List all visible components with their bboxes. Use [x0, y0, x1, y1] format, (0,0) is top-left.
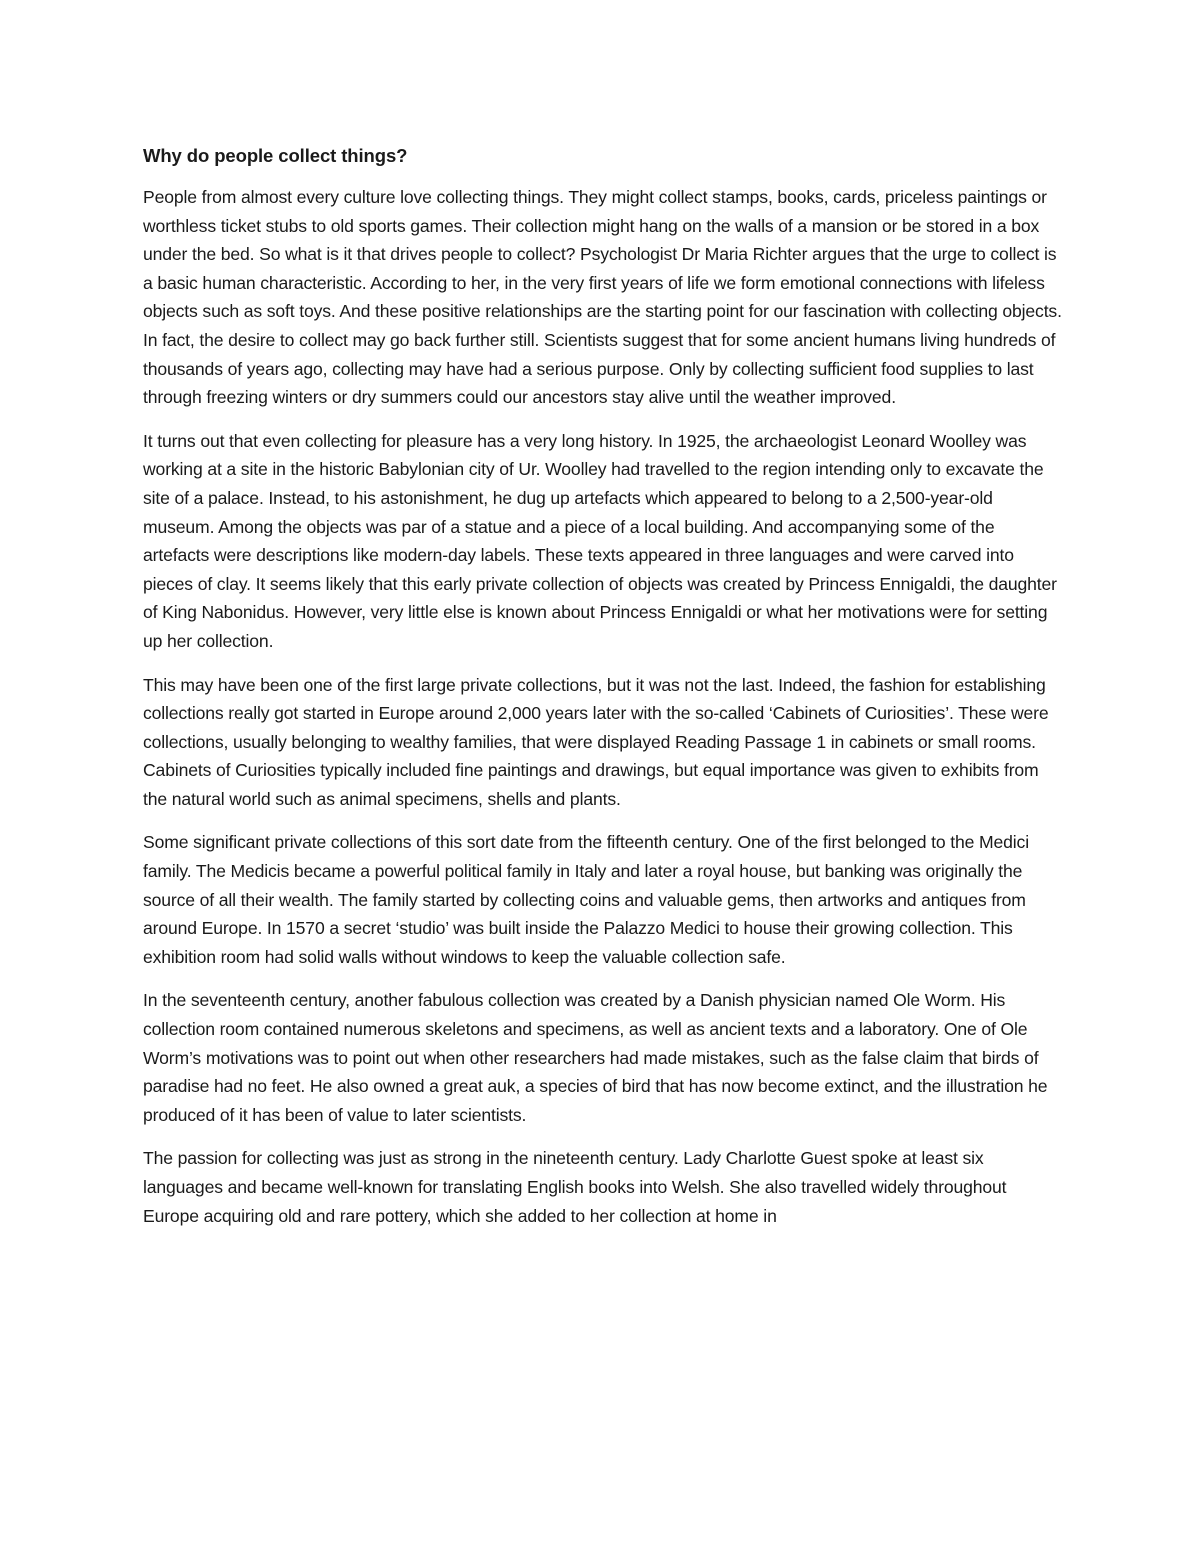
paragraph-4: Some significant private collections of this sort date from the fifteenth century. One of the first belonged to the Medici family. The Medicis became a powerful political family in Italy and later a royal house, but banking was originally the source of all their wealth. The family started by collecting coins and valuable gems, then artworks and antiques from around Europe. In 1570 a secret ‘studio’ was built inside the Palazzo Medici to house their growing collection. This exhibition room had solid walls without windows to keep the valuable collection safe.	[143, 832, 1029, 967]
paragraph-6: The passion for collecting was just as strong in the nineteenth century. Lady Charlotte Guest spoke at least six languages and became well-known for translating English books into Welsh. She also travelled widely throughout Europe acquiring old and rare pottery, which she added to her collection at home in	[143, 1148, 1007, 1226]
paragraph-3: This may have been one of the first large private collections, but it was not the last. Indeed, the fashion for establishing collections really got started in Europe around 2,000 years later with the so-called ‘Cabinets of Curiosities’. These were collections, usually belonging to wealthy families, that were displayed Reading Passage 1 in cabinets or small rooms. Cabinets of Curiosities typically included fine paintings and drawings, but equal importance was given to exhibits from the natural world such as animal specimens, shells and plants.	[143, 674, 1049, 809]
document-body	[143, 142, 1063, 1245]
document-title: Why do people collect things?	[143, 145, 408, 166]
paragraph-1: People from almost every culture love collecting things. They might collect stamps, books, cards, priceless paintings or worthless ticket stubs to old sports games. Their collection might hang on the walls of a mansion or be stored in a box under the bed. So what is it that drives people to collect? Psychologist Dr Maria Richter argues that the urge to collect is a basic human characteristic. According to her, in the very first years of life we form emotional connections with lifeless objects such as soft toys. And these positive relationships are the starting point for our fascination with collecting objects. In fact, the desire to collect may go back further still. Scientists suggest that for some ancient humans living hundreds of thousands of years ago, collecting may have had a serious purpose. Only by collecting sufficient food supplies to last through freezing winters or dry summers could our ancestors stay alive until the weather improved.	[143, 187, 1062, 408]
paragraph-2: It turns out that even collecting for pleasure has a very long history. In 1925, the archaeologist Leonard Woolley was working at a site in the historic Babylonian city of Ur. Woolley had travelled to the region intending only to excavate the site of a palace. Instead, to his astonishment, he dug up artefacts which appeared to belong to a 2,500-year-old museum. Among the objects was par of a statue and a piece of a local building. And accompanying some of the artefacts were descriptions like modern-day labels. These texts appeared in three languages and were carved into pieces of clay. It seems likely that this early private collection of objects was created by Princess Ennigaldi, the daughter of King Nabonidus. However, very little else is known about Princess Ennigaldi or what her motivations were for setting up her collection.	[143, 430, 1057, 651]
paragraph-5: In the seventeenth century, another fabulous collection was created by a Danish physician named Ole Worm. His collection room contained numerous skeletons and specimens, as well as ancient texts and a laboratory. One of Ole Worm’s motivations was to point out when other researchers had made mistakes, such as the false claim that birds of paradise had no feet. He also owned a great auk, a species of bird that has now become extinct, and the illustration he produced of it has been of value to later scientists.	[143, 990, 1048, 1125]
